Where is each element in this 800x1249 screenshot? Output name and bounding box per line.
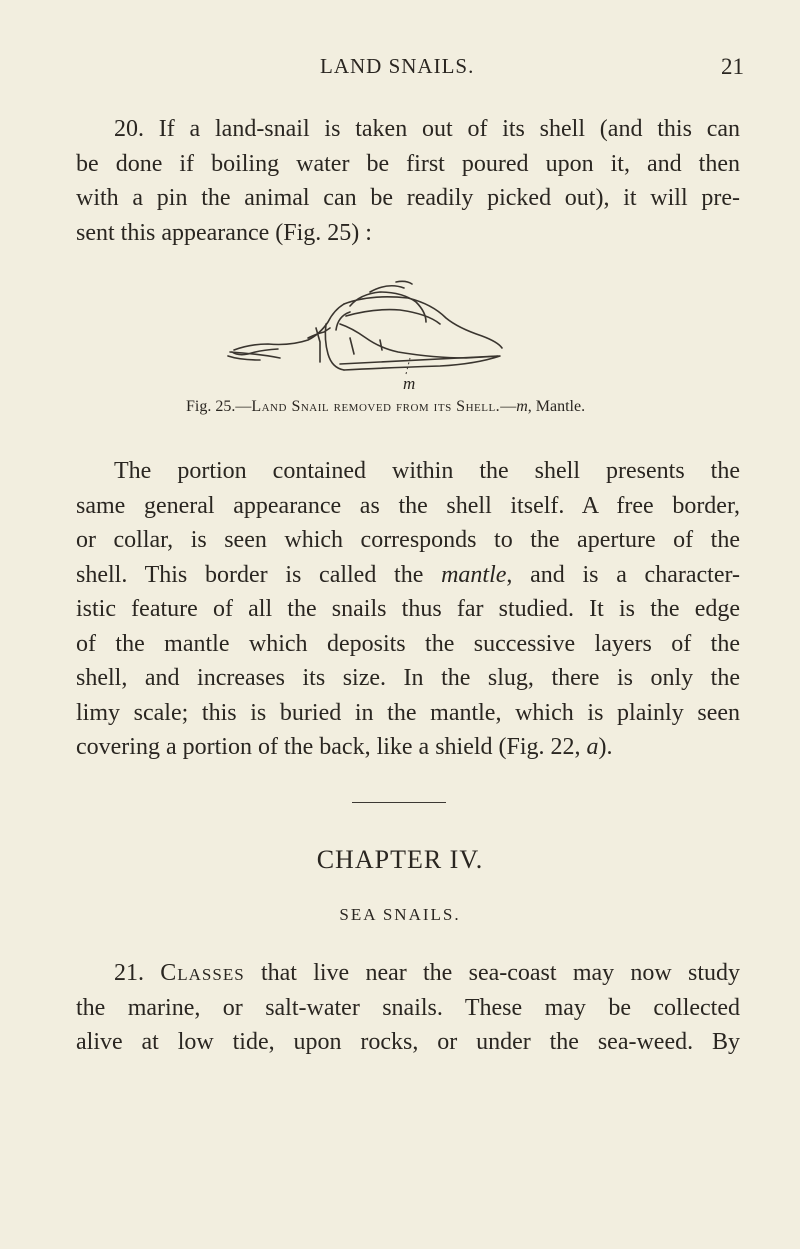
paragraph-line (76, 730, 740, 765)
line-text: , and is a character- (506, 561, 740, 588)
line-text: shell. This border is called the (76, 561, 442, 588)
line-text: covering a portion of the back, like a shield (Fig. 22, (76, 734, 587, 760)
caption-rest: , Mantle. (527, 398, 586, 415)
paragraph-line: be done if boiling water be first poured upon it, and then (76, 150, 740, 177)
paragraph-line: 20. If a land-snail is taken out of its shell (and this can (114, 116, 740, 142)
page-header (0, 54, 800, 84)
figure-label-m: m (403, 374, 416, 393)
chapter-subtitle: SEA SNAILS. (339, 905, 461, 924)
emphasis-a: a (586, 734, 599, 760)
paragraph-line: same general appearance as the shell itself. A free border, (76, 492, 740, 519)
figure-caption (186, 398, 585, 416)
paragraph-line: istic feature of all the snails thus far studied. It is the edge (76, 596, 740, 622)
caption-separator: — (500, 398, 517, 415)
caption-m: m (516, 398, 528, 415)
paragraph-21 (76, 956, 740, 1060)
paragraph-mantle (76, 454, 740, 765)
paragraph-20 (76, 112, 740, 250)
paragraph-line: the marine, or salt-water snails. These may be collected (76, 994, 740, 1021)
paragraph-line: alive at low tide, upon rocks, or under the sea-weed. By (76, 1029, 740, 1055)
paragraph-line: limy scale; this is buried in the mantle, which is plainly seen (76, 699, 740, 726)
snail-figure-illustration (220, 276, 560, 376)
caption-prefix: Fig. 25.— (186, 398, 252, 415)
paragraph-line: of the mantle which deposits the successive layers of the (76, 630, 740, 657)
paragraph-line: The portion contained within the shell presents the (114, 458, 740, 484)
line-text: 21. (114, 960, 161, 986)
paragraph-line: with a pin the animal can be readily picked out), it will pre- (76, 185, 740, 211)
paragraph-line (76, 956, 740, 991)
chapter-title: CHAPTER IV. (316, 845, 484, 874)
paragraph-line: or collar, is seen which corresponds to the aperture of the (76, 527, 740, 553)
line-text: that live near the sea-coast may now study (244, 960, 741, 986)
paragraph-line: shell, and increases its size. In the slug, there is only the (76, 665, 740, 691)
paragraph-line (76, 558, 740, 593)
section-divider (352, 802, 446, 803)
caption-title: Land Snail removed from its Shell. (251, 398, 501, 415)
paragraph-line: sent this appearance (Fig. 25) : (76, 219, 372, 246)
smallcaps-classes: Classes (160, 960, 245, 986)
emphasis-mantle: mantle (441, 561, 507, 588)
page-number: 21 (721, 54, 744, 79)
running-head: LAND SNAILS. (320, 54, 475, 78)
line-text: ). (598, 734, 613, 760)
